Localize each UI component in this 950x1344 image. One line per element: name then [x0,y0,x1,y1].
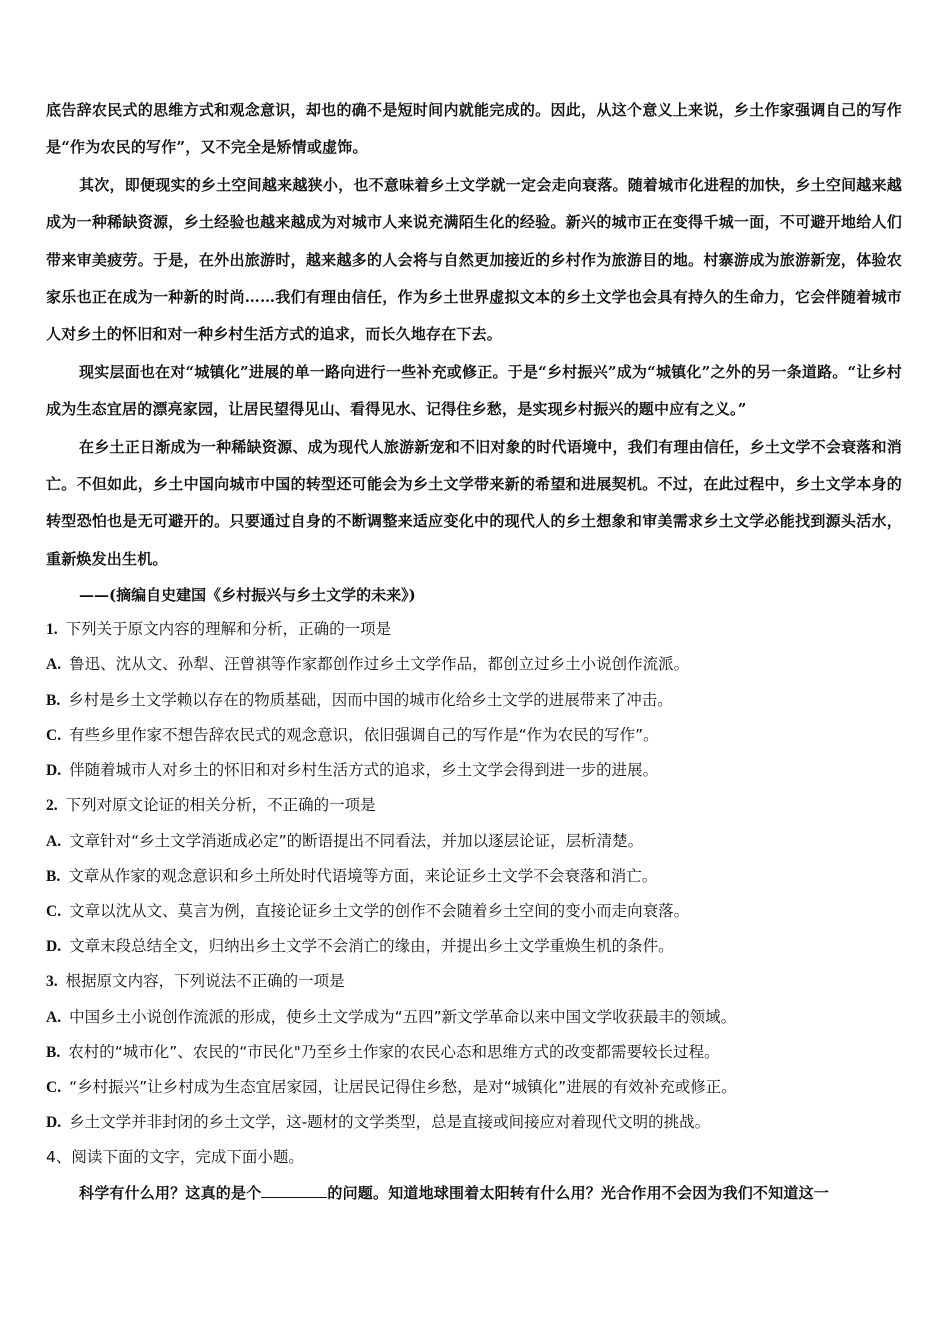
option-letter: B. [46,867,61,885]
question-text: 下列关于原文内容的理解和分析，正确的一项是 [65,620,392,639]
question-4-passage [46,1175,902,1212]
question-number: 2. [46,797,58,815]
option-text: 中国乡土小说创作流派的形成，使乡土文学成为“五四”新文学革命以来中国文学收获最丰的领域。 [69,1007,737,1026]
question-stem [46,612,902,647]
option-b[interactable] [46,1035,902,1070]
option-text: 农村的“城市化”、农民的“市民化"乃至乡土作家的农民心态和思维方式的改变都需要较长过程。 [68,1042,720,1061]
option-letter: A. [46,656,62,674]
option-letter: A. [46,1008,62,1026]
q4-text-before: 科学有什么用？这真的是个 [79,1183,262,1202]
question-number: 1. [46,621,58,639]
question-1 [46,612,902,788]
option-text: 文章从作家的观念意识和乡土所处时代语境等方面，来论证乡土文学不会衰落和消亡。 [68,866,658,885]
passage-source: ——(摘编自史建国《乡村振兴与乡土文学的未来》) [79,586,416,605]
fill-in-blank[interactable] [261,1183,327,1198]
passage-paragraph-4: 在乡土正日渐成为一种稀缺资源、成为现代人旅游新宠和不旧对象的时代语境中，我们有理由信任，乡土文学不会衰落和消亡。不但如此，乡土中国向城市中国的转型还可能会为乡土文学带来新的希望和进展契机。不过，在此过程中，乡土文学本身的转型恐怕也是无可避开的。只要通过自身的不断调整来适应变化中的现代人的乡土想象和审美需求乡土文学必能找到源头活水，重新焕发出生机。 [46,437,902,568]
option-letter: A. [46,832,62,850]
option-letter: C. [46,1078,62,1096]
question-text: 下列对原文论证的相关分析，不正确的一项是 [65,796,376,815]
option-letter: B. [46,1043,61,1061]
option-d[interactable] [46,929,902,964]
option-d[interactable] [46,753,902,788]
option-text: 文章以沈从文、莫言为例，直接论证乡土文学的创作不会随着乡土空间的变小而走向衰落。 [69,901,690,920]
option-text: 鲁迅、沈从文、孙犁、汪曾祺等作家都创作过乡土文学作品，都创立过乡土小说创作流派。 [69,655,690,674]
option-c[interactable] [46,894,902,929]
option-b[interactable] [46,859,902,894]
q4-text-after: 的问题。知道地球围着太阳转有什么用？光合作用不会因为我们不知道这一 [327,1183,830,1202]
option-b[interactable] [46,683,902,718]
option-letter: C. [46,902,62,920]
option-text: 乡村是乡土文学赖以存在的物质基础，因而中国的城市化给乡土文学的进展带来了冲击。 [68,690,673,709]
option-text: “乡村振兴”让乡村成为生态宜居家园，让居民记得住乡愁，是对“城镇化”进展的有效补充或修正。 [69,1077,737,1096]
option-letter: D. [46,1114,62,1132]
option-c[interactable] [46,718,902,753]
option-d[interactable] [46,1105,902,1140]
option-c[interactable] [46,1070,902,1105]
question-number: 3. [46,973,58,991]
document-page [46,92,902,1212]
passage-paragraph-3: 现实层面也在对“城镇化”进展的单一路向进行一些补充或修正。于是“乡村振兴”成为“城镇化”之外的另一条道路。“让乡村成为生态宜居的漂亮家园，让居民望得见山、看得见水、记得住乡愁，是实现乡村振兴的题中应有之义。” [46,362,902,419]
question-stem [46,964,902,999]
passage-paragraph-2: 其次，即便现实的乡土空间越来越狭小，也不意味着乡土文学就一定会走向衰落。随着城市化进程的加快，乡土空间越来越成为一种稀缺资源，乡土经验也越来越成为对城市人来说充满陌生化的经验。新兴的城市正在变得千城一面，不可避开地给人们带来审美疲劳。于是，在外出旅游时，越来越多的人会将与自然更加接近的乡村作为旅游目的地。村寨游成为旅游新宠，体验农家乐也正在成为一种新的时尚……我们有理由信任，作为乡土世界虚拟文本的乡土文学也会具有持久的生命力，它会伴随着城市人对乡土的怀旧和对一种乡村生活方式的追求，而长久地存在下去。 [46,175,902,344]
option-letter: B. [46,691,61,709]
option-letter: C. [46,726,62,744]
option-letter: D. [46,762,62,780]
question-stem [46,788,902,823]
question-text: 根据原文内容，下列说法不正确的一项是 [65,972,345,991]
question-3 [46,964,902,1140]
option-letter: D. [46,938,62,956]
option-text: 乡土文学并非封闭的乡土文学，这-题材的文学类型，总是直接或间接应对着现代文明的挑战。 [69,1113,711,1132]
option-a[interactable] [46,647,902,682]
passage-paragraph-1: 底告辞农民式的思维方式和观念意识，却也的确不是短时间内就能完成的。因此，从这个意义上来说，乡土作家强调自己的写作是“作为农民的写作”，又不完全是矫情或虚饰。 [46,101,902,157]
option-text: 有些乡里作家不想告辞农民式的观念意识，依旧强调自己的写作是“作为农民的写作”。 [69,725,659,744]
option-text: 文章针对“乡土文学消逝成必定”的断语提出不同看法，并加以逐层论证，层析清楚。 [69,831,644,850]
option-text: 伴随着城市人对乡土的怀旧和对乡村生活方式的追求，乡土文学会得到进一步的进展。 [69,761,659,780]
option-a[interactable] [46,824,902,859]
question-4-title: 4、阅读下面的文字，完成下面小题。 [46,1148,304,1167]
option-text: 文章末段总结全文，归纳出乡土文学不会消亡的缘由，并提出乡土文学重焕生机的条件。 [69,937,674,956]
option-a[interactable] [46,1000,902,1035]
question-2 [46,788,902,964]
